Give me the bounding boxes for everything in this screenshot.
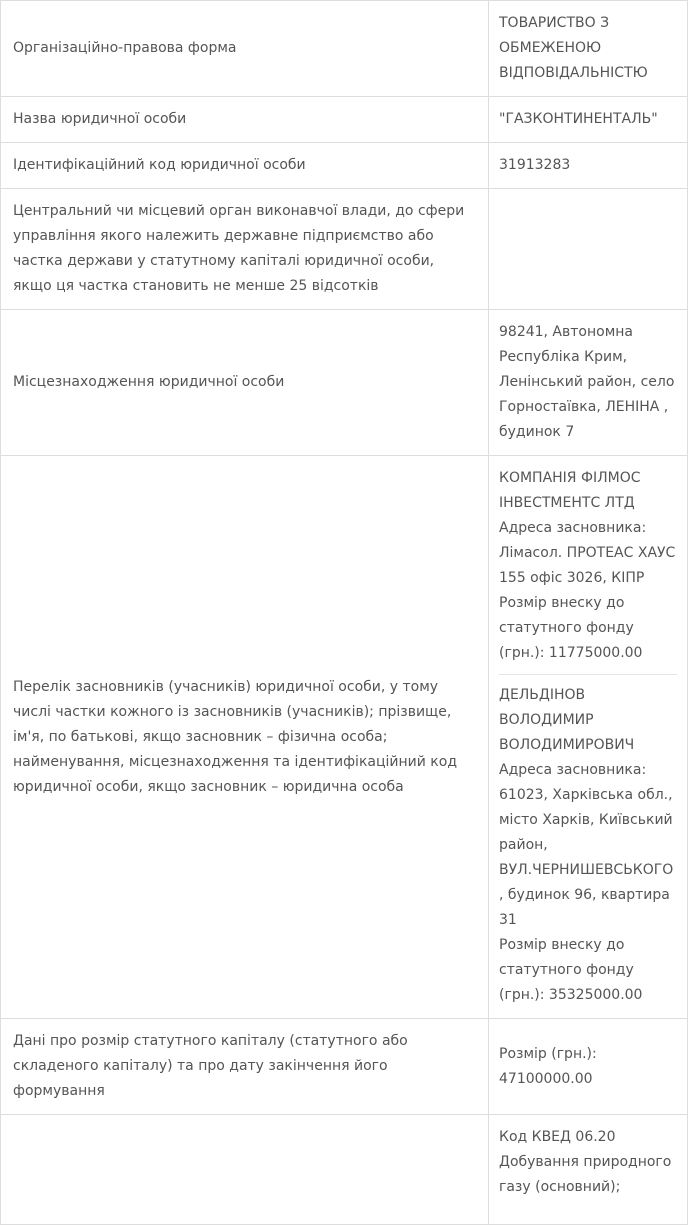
field-label-authorized-capital: Дані про розмір статутного капіталу (статутного або складеного капіталу) та про дату закінчення його формування [1, 1019, 489, 1115]
table-row [1, 189, 688, 310]
table-row [1, 456, 688, 1019]
field-value-government-authority [489, 189, 688, 310]
table-row [1, 143, 688, 189]
field-value-activities [489, 1115, 688, 1225]
founder-contribution: Розмір внеску до статутного фонду (грн.): 35325000.00 [499, 937, 643, 1003]
field-label-identification-code: Ідентифікаційний код юридичної особи [1, 143, 489, 189]
field-value-authorized-capital: Розмір (грн.): 47100000.00 [489, 1019, 688, 1115]
founder-contribution: Розмір внеску до статутного фонду (грн.): 11775000.00 [499, 595, 643, 661]
table-row [1, 310, 688, 456]
field-label-location: Місцезнаходження юридичної особи [1, 310, 489, 456]
field-value-identification-code: 31913283 [489, 143, 688, 189]
table-row [1, 1019, 688, 1115]
founder-entry [499, 466, 677, 674]
founder-entry [499, 674, 677, 1008]
field-label-activities [1, 1115, 489, 1225]
field-value-location: 98241, Автономна Республіка Крим, Ленінський район, село Горностаївка, ЛЕНІНА , будинок 7 [489, 310, 688, 456]
table-row [1, 1115, 688, 1225]
field-value-founders [489, 456, 688, 1019]
founder-name: КОМПАНІЯ ФІЛМОС ІНВЕСТМЕНТС ЛТД [499, 470, 641, 511]
field-label-founders: Перелік засновників (учасників) юридичної особи, у тому числі частки кожного із засновників (учасників); прізвище, ім'я, по батькові, якщо засновник – фізична особа; найменування, місцезнаходження та ідентифікаційний код юридичної особи, якщо засновник – юридична особа [1, 456, 489, 1019]
field-label-government-authority: Центральний чи місцевий орган виконавчої влади, до сфери управління якого належить державне підприємство або частка держави у статутному капіталі юридичної особи, якщо ця частка становить не менше 25 відсотків [1, 189, 489, 310]
kved-code: Код КВЕД 06.20 [499, 1129, 616, 1145]
table-row [1, 97, 688, 143]
table-row [1, 1, 688, 97]
founder-name: ДЕЛЬДІНОВ ВОЛОДИМИР ВОЛОДИМИРОВИЧ [499, 687, 635, 753]
field-value-entity-name: "ГАЗКОНТИНЕНТАЛЬ" [489, 97, 688, 143]
field-label-legal-form: Організаційно-правова форма [1, 1, 489, 97]
kved-description: Добування природного газу (основний); [499, 1154, 672, 1195]
founder-address: Адреса засновника: 61023, Харківська обл., місто Харків, Київський район, ВУЛ.ЧЕРНИШЕВСЬКОГО, будинок 96, квартира 31 [499, 762, 674, 928]
founder-address: Адреса засновника: Лімасол. ПРОТЕАС ХАУС 155 офіс 3026, КІПР [499, 520, 676, 586]
field-label-entity-name: Назва юридичної особи [1, 97, 489, 143]
field-value-legal-form: ТОВАРИСТВО З ОБМЕЖЕНОЮ ВІДПОВІДАЛЬНІСТЮ [489, 1, 688, 97]
